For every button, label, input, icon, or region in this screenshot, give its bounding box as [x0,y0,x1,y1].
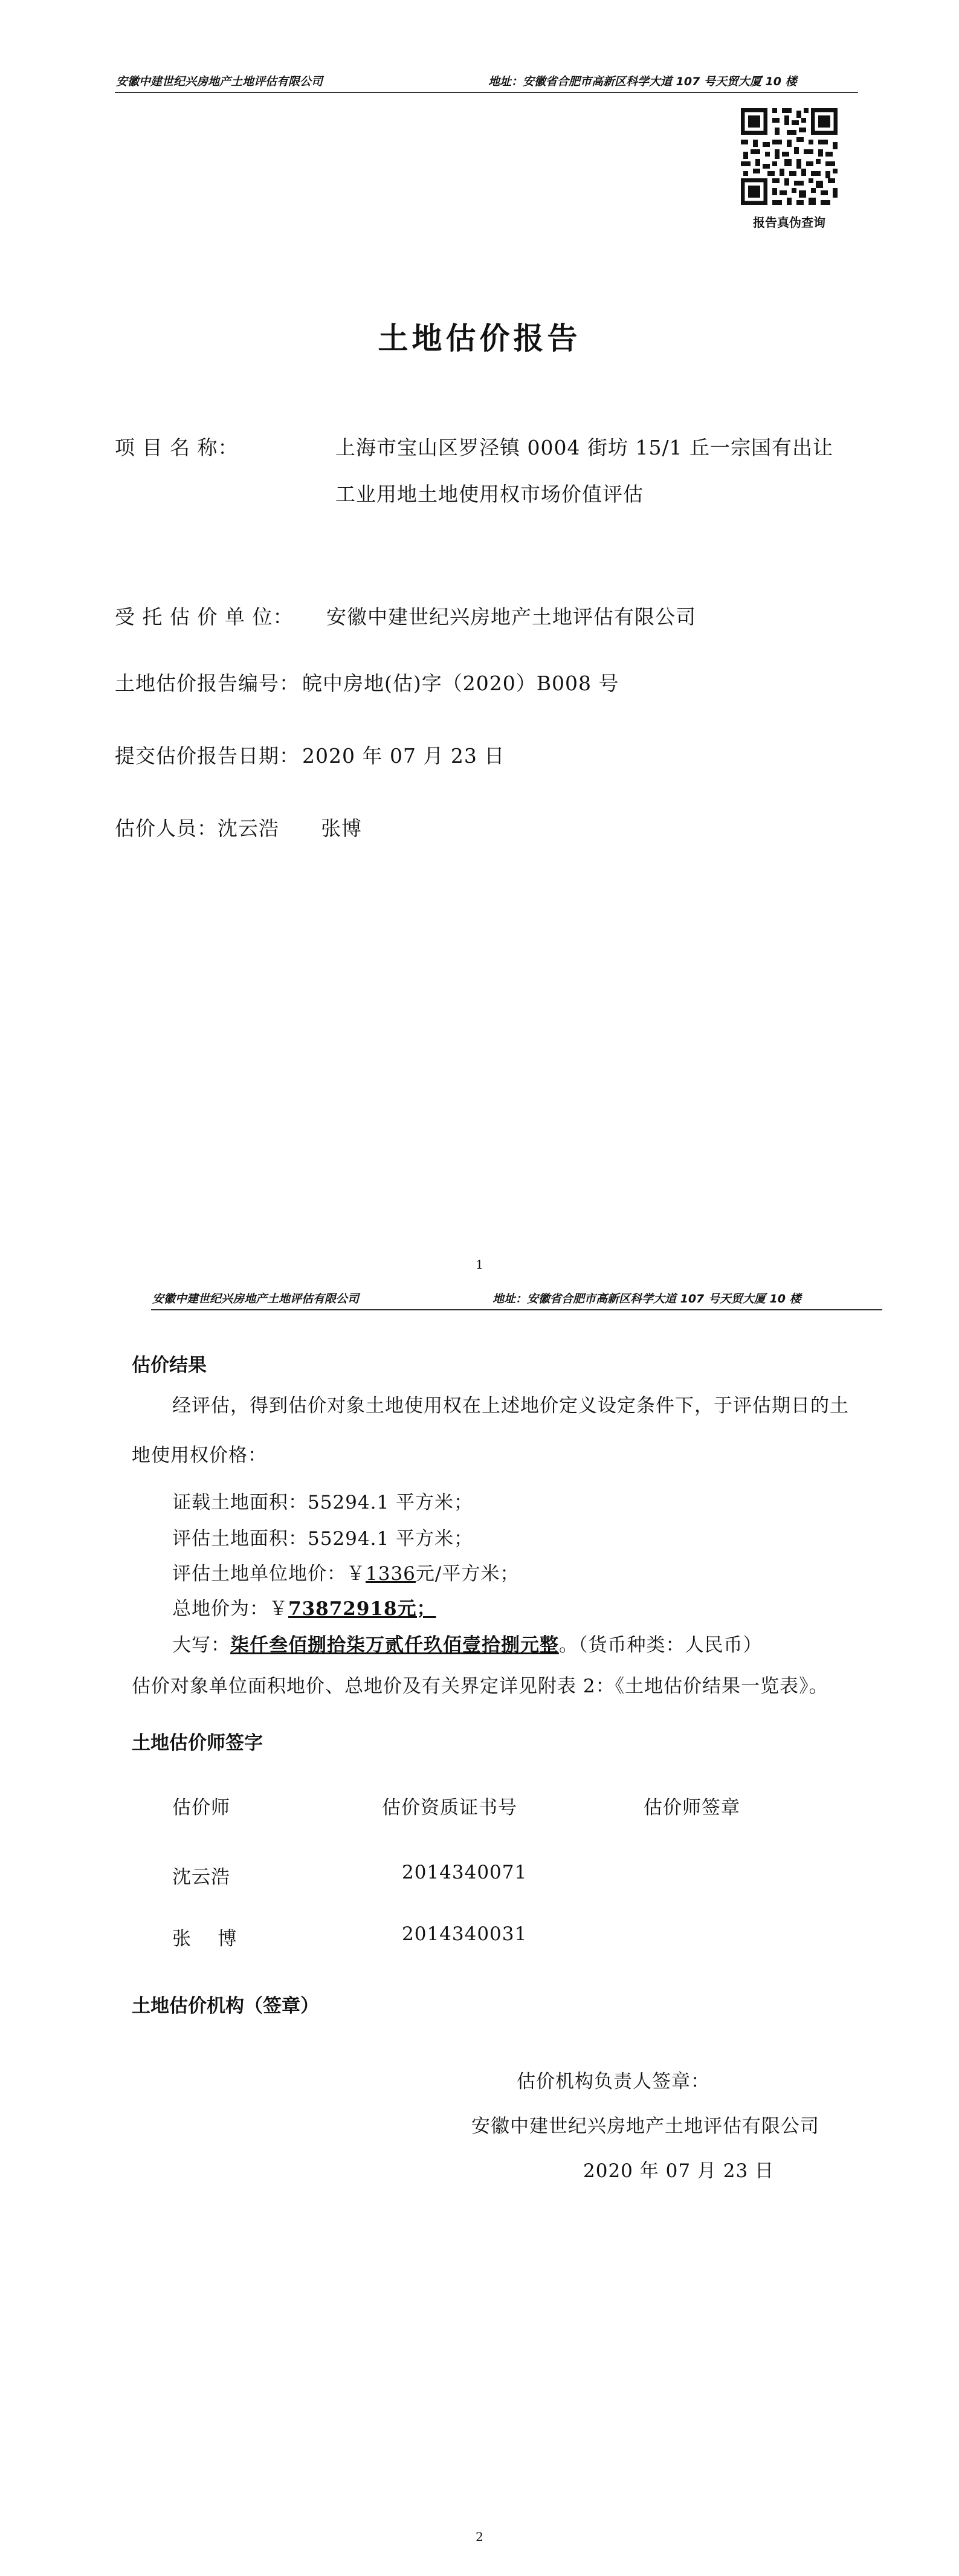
entrusted-value: 安徽中建世纪兴房地产土地评估有限公司 [326,605,696,629]
unit-price-value: 1336 [366,1563,416,1585]
table-header-seal: 估价师签章 [644,1797,740,1819]
capital-value: 柒仟叁佰捌拾柒万贰仟玖佰壹拾捌元整 [230,1634,559,1656]
qr-code-icon[interactable] [738,106,840,207]
result-intro-line2: 地使用权价格： [132,1445,267,1466]
page-number: 2 [476,2529,483,2544]
header-rule [151,1309,882,1310]
unit-price-line [172,1558,519,1585]
signature-heading: 土地估价师签字 [132,1732,263,1754]
table-row-cert: 2014340071 [402,1862,528,1883]
unit-price-label: 评估土地单位地价：￥ [172,1563,366,1585]
submit-date-value: 2020 年 07 月 23 日 [302,744,505,768]
institution-heading: 土地估价机构（签章） [132,1995,319,2017]
entrusted-label: 受 托 估 价 单 位： [115,605,294,629]
project-name-line2: 工业用地土地使用权市场价值评估 [335,482,644,506]
signature-date: 2020 年 07 月 23 日 [583,2160,775,2182]
table-header-cert: 估价资质证书号 [382,1797,517,1819]
header-address: 地址：安徽省合肥市高新区科学大道 107 号天贸大厦 10 楼 [492,1292,801,1306]
total-price-line [172,1593,436,1620]
submit-date-label: 提交估价报告日期： [115,744,300,768]
capital-amount-line [172,1629,763,1657]
total-price-label: 总地价为：￥ [172,1598,288,1620]
table-row-name: 沈云浩 [172,1866,230,1888]
result-intro-line1: 经评估，得到估价对象土地使用权在上述地价定义设定条件下，于评估期日的土 [172,1395,849,1417]
capital-label: 大写： [172,1634,230,1656]
header-rule [115,92,858,93]
details-line: 估价对象单位面积地价、总地价及有关界定详见附表 2：《土地估价结果一览表》。 [132,1675,828,1697]
institution-name: 安徽中建世纪兴房地产土地评估有限公司 [471,2115,819,2137]
total-price-unit: 元； [397,1598,436,1620]
certified-area: 证载土地面积：55294.1 平方米； [172,1492,474,1513]
appraisers-value: 沈云浩 张博 [218,817,362,840]
header-company: 安徽中建世纪兴房地产土地评估有限公司 [152,1292,360,1306]
qr-caption: 报告真伪查询 [753,215,825,230]
result-heading: 估价结果 [132,1354,207,1376]
table-row-name: 张 博 [172,1928,237,1950]
appraisers-label: 估价人员： [115,817,218,840]
header-company: 安徽中建世纪兴房地产土地评估有限公司 [116,75,323,88]
capital-note: 。（货币种类：人民币） [559,1634,763,1656]
table-row-cert: 2014340031 [402,1923,528,1945]
project-name-line1: 上海市宝山区罗泾镇 0004 街坊 15/1 丘一宗国有出让 [335,436,834,459]
report-number-label: 土地估价报告编号： [115,672,300,695]
project-label: 项 目 名 称： [115,436,239,459]
table-header-appraiser: 估价师 [172,1797,230,1819]
page-number: 1 [476,1257,483,1272]
report-number-value: 皖中房地(估)字（2020）B008 号 [302,672,619,695]
evaluated-area: 评估土地面积：55294.1 平方米； [172,1528,474,1550]
responsible-signature-label: 估价机构负责人签章： [517,2071,710,2092]
unit-price-unit: 元/平方米； [415,1563,520,1585]
total-price-value: 73872918 [288,1598,398,1620]
report-title: 土地估价报告 [378,321,581,356]
header-address: 地址：安徽省合肥市高新区科学大道 107 号天贸大厦 10 楼 [488,75,797,88]
